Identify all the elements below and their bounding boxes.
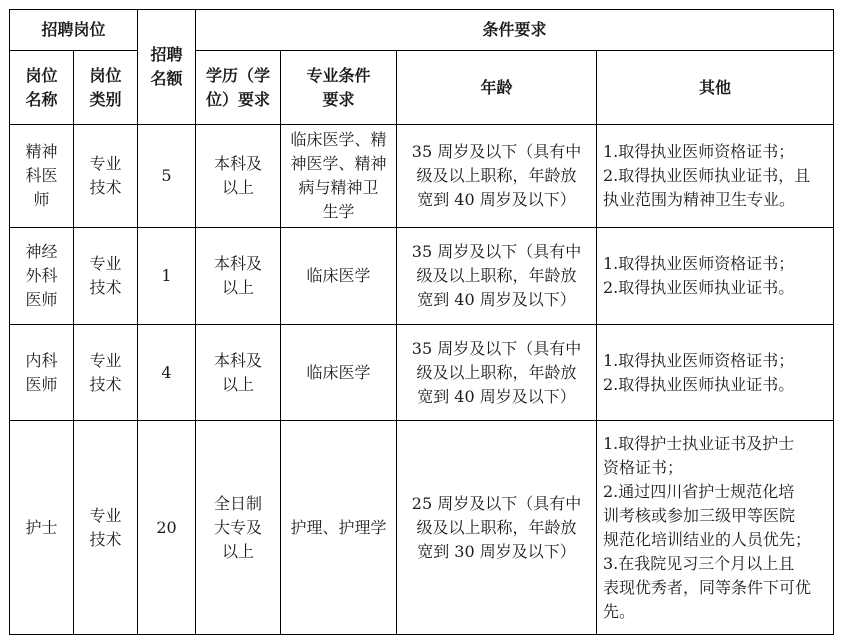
header-row-2 — [10, 51, 834, 125]
cell-name-line: 科医 — [25, 166, 58, 185]
cell-other-line: 表现优秀者，同等条件下可优 — [603, 577, 812, 597]
cell-age-line: 级及以上职称，年龄放 — [416, 362, 577, 382]
table-row — [10, 228, 834, 325]
cell-age-line: 宽到 40 周岁及以下） — [417, 190, 576, 209]
cell-name — [10, 325, 74, 421]
cell-category — [74, 421, 138, 635]
recruitment-table — [9, 9, 834, 635]
cell-age-line: 35 周岁及以下（具有中 — [411, 142, 582, 161]
cell-age-line: 25 周岁及以下（具有中 — [411, 493, 582, 513]
header-position-group: 招聘岗位 — [10, 10, 138, 51]
cell-name-line: 护士 — [25, 517, 58, 537]
cell-major-line: 临床医学 — [306, 362, 371, 382]
cell-other-line: 先。 — [603, 601, 636, 621]
header-name-line: 名称 — [25, 89, 58, 109]
cell-education — [196, 125, 281, 228]
cell-age-line: 宽到 30 周岁及以下） — [417, 541, 576, 561]
cell-other — [597, 421, 834, 635]
header-major-line: 要求 — [322, 89, 355, 109]
cell-education — [196, 421, 281, 635]
cell-major — [281, 125, 397, 228]
cell-other-line: 执业范围为精神卫生专业。 — [603, 190, 796, 209]
cell-other-line: 1.取得执业医师资格证书； — [603, 350, 795, 370]
cell-other-line: 2.取得执业医师执业证书。 — [603, 278, 795, 297]
header-name-line: 岗位 — [25, 65, 58, 85]
cell-major — [281, 421, 397, 635]
cell-education-line: 以上 — [221, 541, 254, 561]
cell-major-line: 临床医学 — [306, 266, 371, 285]
cell-category-line: 专业 — [89, 505, 122, 525]
cell-age — [397, 125, 597, 228]
header-category-line: 类别 — [89, 89, 122, 109]
cell-major-line: 神医学、精神 — [290, 154, 387, 173]
cell-name — [10, 421, 74, 635]
recruitment-table-container — [9, 9, 834, 635]
header-quota — [138, 10, 196, 125]
cell-education-line: 本科及 — [213, 254, 262, 273]
cell-age — [397, 228, 597, 325]
cell-age-line: 宽到 40 周岁及以下） — [417, 290, 576, 309]
cell-education — [196, 228, 281, 325]
cell-major-line: 病与精神卫 — [298, 178, 379, 197]
cell-age-line: 级及以上职称，年龄放 — [416, 166, 577, 185]
header-name — [10, 51, 74, 125]
cell-other-line: 1.取得护士执业证书及护士 — [603, 433, 795, 453]
header-education-line: 学历（学 — [205, 65, 270, 85]
cell-age-line: 35 周岁及以下（具有中 — [411, 338, 582, 358]
table-row — [10, 325, 834, 421]
cell-name-line: 神经 — [25, 242, 58, 261]
cell-age-line: 宽到 40 周岁及以下） — [417, 386, 576, 406]
header-category — [74, 51, 138, 125]
cell-name-line: 外科 — [25, 266, 58, 285]
cell-category — [74, 125, 138, 228]
cell-education-line: 以上 — [221, 374, 254, 394]
cell-quota: 20 — [138, 421, 196, 635]
cell-category-line: 技术 — [89, 374, 122, 394]
cell-category — [74, 325, 138, 421]
header-quota-line: 招聘 — [150, 45, 183, 64]
cell-major-line: 生学 — [322, 202, 355, 221]
cell-other — [597, 325, 834, 421]
cell-category-line: 专业 — [89, 350, 122, 370]
header-major — [281, 51, 397, 125]
cell-name — [10, 228, 74, 325]
cell-major-line: 护理、护理学 — [290, 517, 387, 537]
header-quota-line: 名额 — [150, 69, 183, 88]
cell-category-line: 技术 — [89, 529, 122, 549]
cell-quota: 1 — [138, 228, 196, 325]
cell-category-line: 技术 — [89, 278, 122, 297]
cell-major — [281, 228, 397, 325]
cell-other-line: 2.通过四川省护士规范化培 — [603, 481, 795, 501]
cell-education-line: 本科及 — [213, 154, 262, 173]
cell-education-line: 大专及 — [213, 517, 262, 537]
cell-name-line: 内科 — [25, 350, 58, 370]
cell-name-line: 医师 — [25, 374, 58, 394]
cell-quota: 5 — [138, 125, 196, 228]
cell-other-line: 1.取得执业医师资格证书； — [603, 254, 795, 273]
cell-other — [597, 125, 834, 228]
table-row — [10, 421, 834, 635]
cell-category-line: 专业 — [89, 154, 122, 173]
header-category-line: 岗位 — [89, 65, 122, 85]
header-major-line: 专业条件 — [306, 65, 371, 85]
cell-category-line: 专业 — [89, 254, 122, 273]
table-row — [10, 125, 834, 228]
cell-age-line: 35 周岁及以下（具有中 — [411, 242, 582, 261]
cell-name — [10, 125, 74, 228]
table-header — [10, 10, 834, 125]
cell-education — [196, 325, 281, 421]
cell-education-line: 本科及 — [213, 350, 262, 370]
cell-name-line: 师 — [33, 190, 50, 209]
header-education — [196, 51, 281, 125]
cell-other-line: 1.取得执业医师资格证书； — [603, 142, 795, 161]
header-requirements-group: 条件要求 — [196, 10, 834, 51]
cell-education-line: 以上 — [221, 278, 254, 297]
cell-other — [597, 228, 834, 325]
cell-major-line: 临床医学、精 — [290, 130, 387, 149]
cell-age-line: 级及以上职称，年龄放 — [416, 517, 577, 537]
header-other: 其他 — [597, 51, 834, 125]
cell-other-line: 规范化培训结业的人员优先； — [603, 529, 812, 549]
cell-education-line: 以上 — [221, 178, 254, 197]
cell-age — [397, 421, 597, 635]
cell-name-line: 医师 — [25, 290, 58, 309]
header-age: 年龄 — [397, 51, 597, 125]
cell-quota: 4 — [138, 325, 196, 421]
header-education-line: 位）要求 — [205, 89, 270, 109]
cell-category-line: 技术 — [89, 178, 122, 197]
table-body — [10, 125, 834, 635]
cell-other-line: 3.在我院见习三个月以上且 — [603, 553, 795, 573]
cell-other-line: 2.取得执业医师执业证书，且 — [603, 166, 811, 185]
header-row-1 — [10, 10, 834, 51]
cell-education-line: 全日制 — [213, 493, 262, 513]
cell-other-line: 2.取得执业医师执业证书。 — [603, 374, 795, 394]
cell-age-line: 级及以上职称，年龄放 — [416, 266, 577, 285]
cell-category — [74, 228, 138, 325]
cell-other-line: 资格证书； — [603, 457, 684, 477]
cell-major — [281, 325, 397, 421]
cell-other-line: 训考核或参加三级甲等医院 — [603, 505, 796, 525]
cell-name-line: 精神 — [25, 142, 58, 161]
cell-age — [397, 325, 597, 421]
